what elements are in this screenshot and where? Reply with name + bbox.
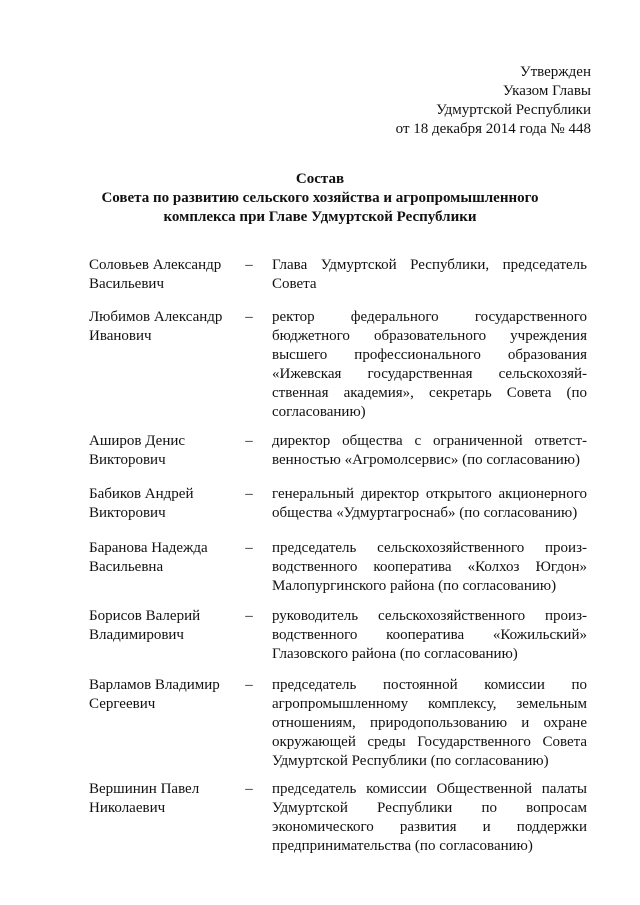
member-role xyxy=(272,256,587,294)
member-name-line: Баранова Надежда xyxy=(89,540,208,556)
member-name-line: Аширов Денис xyxy=(89,433,186,449)
title-line: Состав xyxy=(295,171,345,187)
member-role-line: венностью «Агромолсервис» (по согласованию) xyxy=(272,452,581,468)
member-role-line: отношениям, природопользованию и охране xyxy=(272,715,587,731)
member-role xyxy=(272,485,587,523)
member-role-line: высшего профессионального образования xyxy=(272,347,587,363)
member-role-line: ректор федерального государственного xyxy=(272,309,587,325)
member-role-line: Малопургинского района (по согласованию) xyxy=(272,578,557,594)
member-role xyxy=(272,308,587,422)
member-role-line: «Ижевская государственная сельскохозяй- xyxy=(272,366,587,382)
approval-line: Утвержден xyxy=(519,64,591,80)
member-name xyxy=(89,607,239,645)
member-name-line: Сергеевич xyxy=(89,696,156,712)
member-name-line: Васильевна xyxy=(89,559,164,575)
member-name-line: Васильевич xyxy=(89,276,164,292)
member-role-line: генеральный директор открытого акционерного xyxy=(272,486,587,502)
member-name-line: Вершинин Павел xyxy=(89,781,200,797)
member-name xyxy=(89,780,239,818)
member-name xyxy=(89,485,239,523)
member-name xyxy=(89,676,239,714)
title-line: комплекса при Главе Удмуртской Республики xyxy=(163,209,477,225)
approval-stamp xyxy=(396,63,591,139)
member-name-line: Викторович xyxy=(89,505,166,521)
member-dash: – xyxy=(245,433,253,449)
member-role-line: общества «Удмуртагроснаб» (по согласованию) xyxy=(272,505,578,521)
member-name-line: Варламов Владимир xyxy=(89,677,220,693)
member-name-line: Бабиков Андрей xyxy=(89,486,194,502)
member-role-line: экономического развития и поддержки xyxy=(272,819,587,835)
member-role-line: Удмуртской Республики по вопросам xyxy=(272,800,587,816)
member-role-line: агропромышленному комплексу, земельным xyxy=(272,696,587,712)
member-role-line: бюджетного образовательного учреждения xyxy=(272,328,587,344)
member-role xyxy=(272,539,587,596)
member-dash: – xyxy=(245,540,253,556)
document-title xyxy=(0,170,640,227)
member-name xyxy=(89,308,239,346)
approval-line: Удмуртской Республики xyxy=(436,102,591,118)
member-role-line: Совета xyxy=(272,276,317,292)
member-name-line: Иванович xyxy=(89,328,152,344)
member-role xyxy=(272,432,587,470)
member-dash: – xyxy=(245,677,253,693)
member-role-line: предпринимательства (по согласованию) xyxy=(272,838,533,854)
member-role-line: председатель постоянной комиссии по xyxy=(272,677,587,693)
member-name-line: Викторович xyxy=(89,452,166,468)
member-name-line: Владимирович xyxy=(89,627,184,643)
member-role-line: Глазовского района (по согласованию) xyxy=(272,646,518,662)
member-role xyxy=(272,607,587,664)
member-role-line: согласованию) xyxy=(272,404,366,420)
approval-date-line: от 18 декабря 2014 года № 448 xyxy=(395,121,591,137)
member-name-line: Николаевич xyxy=(89,800,166,816)
member-name-line: Соловьев Александр xyxy=(89,257,222,273)
member-role-line: окружающей среды Государственного Совета xyxy=(272,734,587,750)
member-role-line: директор общества с ограниченной ответст- xyxy=(272,433,587,449)
approval-line: Указом Главы xyxy=(502,83,591,99)
member-dash: – xyxy=(245,309,253,325)
member-dash: – xyxy=(245,781,253,797)
member-role xyxy=(272,676,587,771)
member-role-line: водственного кооператива «Кожильский» xyxy=(272,627,587,643)
member-role-line: председатель комиссии Общественной палаты xyxy=(272,781,587,797)
member-dash: – xyxy=(245,257,253,273)
member-role-line: Глава Удмуртской Республики, председатель xyxy=(272,257,587,273)
member-role-line: Удмуртской Республики (по согласованию) xyxy=(272,753,549,769)
member-name xyxy=(89,432,239,470)
title-line: Совета по развитию сельского хозяйства и агропромышленного xyxy=(101,190,539,206)
member-role-line: ственная академия», секретарь Совета (по xyxy=(272,385,587,401)
member-dash: – xyxy=(245,486,253,502)
member-dash: – xyxy=(245,608,253,624)
member-name-line: Любимов Александр xyxy=(89,309,223,325)
member-name xyxy=(89,256,239,294)
member-role-line: водственного кооператива «Колхоз Югдон» xyxy=(272,559,587,575)
member-name xyxy=(89,539,239,577)
member-name-line: Борисов Валерий xyxy=(89,608,201,624)
member-role-line: председатель сельскохозяйственного произ- xyxy=(272,540,587,556)
member-role xyxy=(272,780,587,856)
member-role-line: руководитель сельскохозяйственного произ- xyxy=(272,608,587,624)
